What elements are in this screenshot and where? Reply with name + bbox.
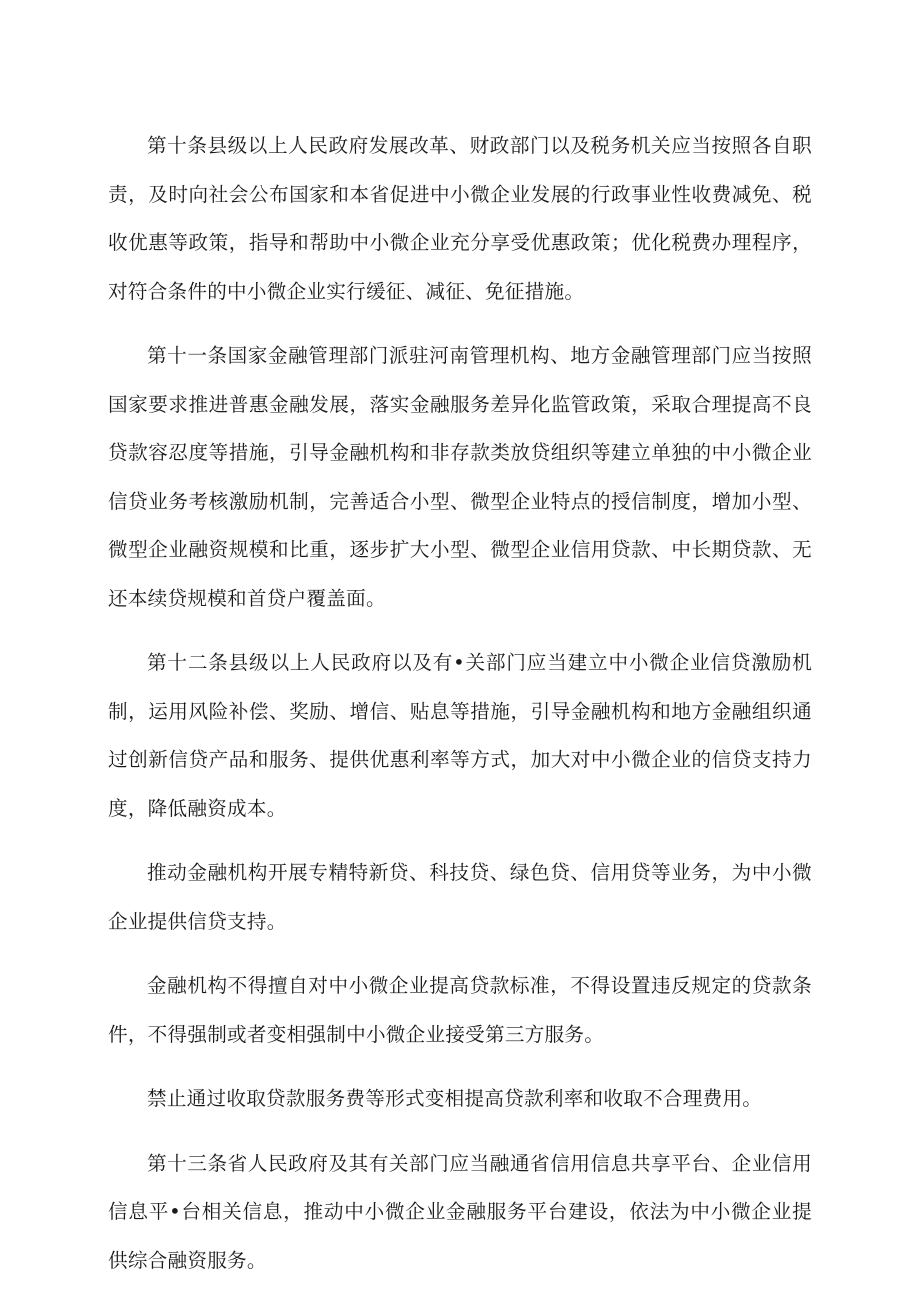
- article-12-paragraph: 第十二条县级以上人民政府以及有•关部门应当建立中小微企业信贷激励机制，运用风险补偿、奖励、增信、贴息等措施，引导金融机构和地方金融组织通过创新信贷产品和服务、提供优惠利率等方式，加大对中小微企业的信贷支持力度，降低融资成本。: [108, 651, 812, 820]
- loan-conditions-paragraph: 金融机构不得擅自对中小微企业提高贷款标准，不得设置违反规定的贷款条件，不得强制或者变相强制中小微企业接受第三方服务。: [108, 974, 812, 1046]
- document-body: [108, 122, 812, 1301]
- article-13-paragraph: 第十三条省人民政府及其有关部门应当融通省信用信息共享平台、企业信用信息平•台相关信息，推动中小微企业金融服务平台建设，依法为中小微企业提供综合融资服务。: [108, 1151, 812, 1272]
- article-10-paragraph: 第十条县级以上人民政府发展改革、财政部门以及税务机关应当按照各自职责，及时向社会公布国家和本省促进中小微企业发展的行政事业性收费减免、税收优惠等政策，指导和帮助中小微企业充分享受优惠政策；优化税费办理程序，对符合条件的中小微企业实行缓征、减征、免征措施。: [108, 134, 812, 303]
- fee-prohibition-paragraph: 禁止通过收取贷款服务费等形式变相提高贷款利率和收取不合理费用。: [147, 1087, 763, 1110]
- financial-products-paragraph: 推动金融机构开展专精特新贷、科技贷、绿色贷、信用贷等业务，为中小微企业提供信贷支持。: [108, 861, 812, 933]
- article-11-paragraph: 第十一条国家金融管理部门派驻河南管理机构、地方金融管理部门应当按照国家要求推进普惠金融发展，落实金融服务差异化监管政策，采取合理提高不良贷款容忍度等措施，引导金融机构和非存款类放贷组织等建立单独的中小微企业信贷业务考核激励机制，完善适合小型、微型企业特点的授信制度，增加小型、微型企业融资规模和比重，逐步扩大小型、微型企业信用贷款、中长期贷款、无还本续贷规模和首贷户覆盖面。: [108, 344, 812, 610]
